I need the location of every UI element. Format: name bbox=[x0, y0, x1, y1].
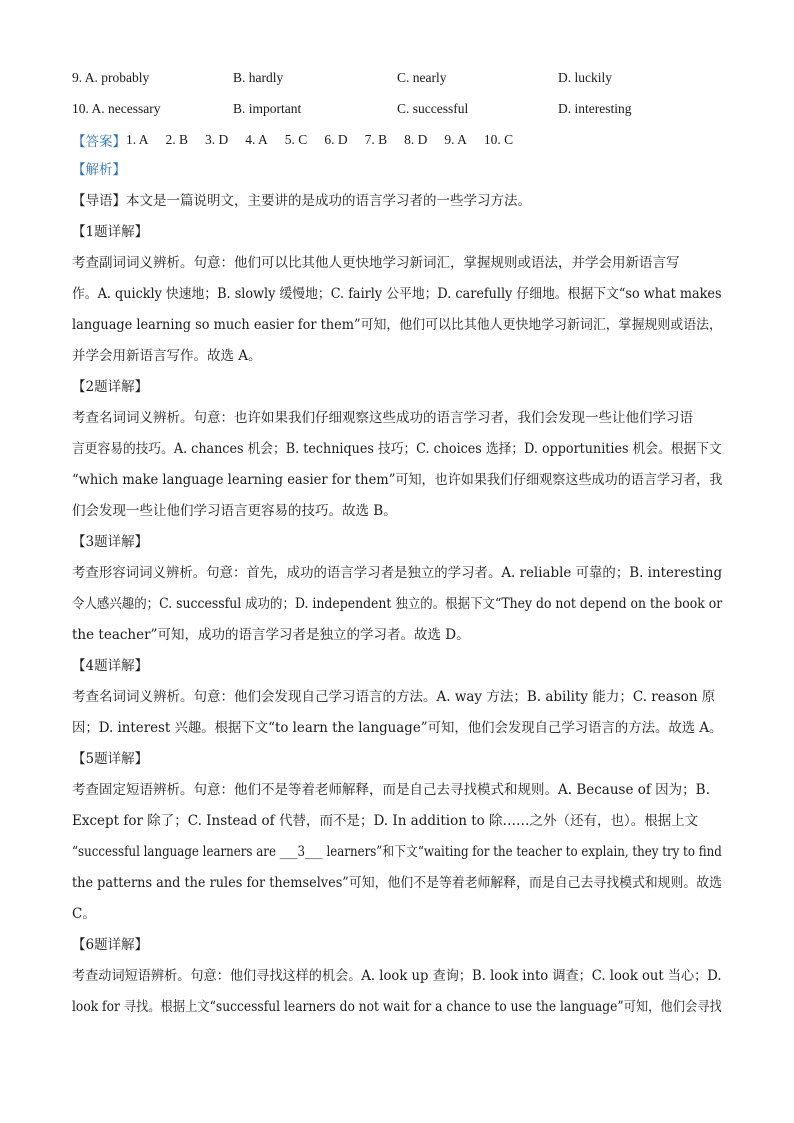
answer-label: 【答案】 bbox=[72, 133, 126, 149]
option-9c: C. nearly bbox=[397, 69, 447, 85]
detail-line: 作。A. quickly 快速地；B. slowly 缓慢地；C. fairly 公平地；D. carefully 仔细地。根据下文“so what makes bbox=[72, 286, 722, 302]
detail-line: “which make language learning easier for them”可知，也许如果我们仔细观察这些成功的语言学习者，我 bbox=[72, 472, 723, 488]
answer-item: 3. D bbox=[205, 131, 229, 147]
answer-item: 10. C bbox=[483, 131, 514, 147]
detail-line: the patterns and the rules for themselves”可知，他们不是等着老师解释，而是自己去寻找模式和规则。故选 bbox=[72, 875, 723, 891]
answer-item: 4. A bbox=[245, 131, 268, 147]
detail-line: 并学会用新语言写作。故选 A。 bbox=[72, 348, 262, 364]
detail-heading-5: 【5题详解】 bbox=[72, 751, 149, 767]
detail-line: 考查固定短语辨析。句意：他们不是等着老师解释，而是自己去寻找模式和规则。A. Because of 因为；B. bbox=[72, 782, 710, 798]
detail-line: 们会发现一些让他们学习语言更容易的技巧。故选 B。 bbox=[72, 503, 397, 519]
option-9b: B. hardly bbox=[233, 69, 284, 85]
detail-line: Except for 除了；C. Instead of 代替，而不是；D. In addition to 除……之外（还有，也）。根据上文 bbox=[72, 813, 699, 829]
option-10a: 10. A. necessary bbox=[72, 100, 161, 116]
detail-heading-4: 【4题详解】 bbox=[72, 658, 149, 674]
detail-line: 考查动词短语辨析。句意：他们寻找这样的机会。A. look up 查询；B. look into 调查；C. look out 当心；D. bbox=[72, 968, 722, 984]
option-10c: C. successful bbox=[397, 100, 469, 116]
document-page bbox=[72, 62, 722, 1023]
detail-line: 因；D. interest 兴趣。根据下文“to learn the language”可知，他们会发现自己学习语言的方法。故选 A。 bbox=[72, 720, 723, 736]
options-row-9 bbox=[72, 62, 722, 93]
answer-item: 7. B bbox=[364, 131, 388, 147]
detail-line: 考查名词词义辨析。句意：也许如果我们仔细观察这些成功的语言学习者，我们会发现一些让他们学习语 bbox=[72, 410, 693, 426]
detail-line: 考查副词词义辨析。句意：他们可以比其他人更快地学习新词汇，掌握规则或语法，并学会用新语言写 bbox=[72, 255, 680, 271]
detail-line: C。 bbox=[72, 906, 96, 922]
detail-heading-2: 【2题详解】 bbox=[72, 379, 149, 395]
analysis-label: 【解析】 bbox=[72, 162, 126, 178]
answer-item: 9. A bbox=[444, 131, 467, 147]
detail-line: the teacher”可知，成功的语言学习者是独立的学习者。故选 D。 bbox=[72, 627, 470, 643]
detail-line: 考查名词词义辨析。句意：他们会发现自己学习语言的方法。A. way 方法；B. ability 能力；C. reason 原 bbox=[72, 689, 716, 705]
detail-heading-3: 【3题详解】 bbox=[72, 534, 149, 550]
detail-line: “successful language learners are ___3___ learners”和下文“waiting for the teacher to explain, they try to find bbox=[72, 844, 722, 860]
detail-heading-6: 【6题详解】 bbox=[72, 937, 149, 953]
answer-item: 6. D bbox=[324, 131, 348, 147]
detail-heading-1: 【1题详解】 bbox=[72, 224, 149, 240]
detail-line: 考查形容词词义辨析。句意：首先，成功的语言学习者是独立的学习者。A. reliable 可靠的；B. interesting bbox=[72, 565, 723, 581]
detail-line: 言更容易的技巧。A. chances 机会；B. techniques 技巧；C. choices 选择；D. opportunities 机会。根据下文 bbox=[72, 441, 722, 457]
intro-text: 【导语】本文是一篇说明文，主要讲的是成功的语言学习者的一些学习方法。 bbox=[72, 193, 531, 209]
detail-line: language learning so much easier for them”可知，他们可以比其他人更快地学习新词汇，掌握规则或语法， bbox=[72, 317, 722, 333]
detail-line: look for 寻找。根据上文“successful learners do not wait for a chance to use the language”可知，他们会寻找 bbox=[72, 999, 722, 1015]
option-10d: D. interesting bbox=[558, 100, 632, 116]
answer-row bbox=[72, 124, 722, 155]
details-section bbox=[72, 217, 722, 1023]
option-9a: 9. A. probably bbox=[72, 69, 150, 85]
answer-item: 1. A bbox=[126, 131, 149, 147]
option-10b: B. important bbox=[233, 100, 302, 116]
detail-line: 令人感兴趣的；C. successful 成功的；D. independent 独立的。根据下文“They do not depend on the book or bbox=[72, 596, 723, 612]
options-row-10 bbox=[72, 93, 722, 124]
answer-item: 5. C bbox=[284, 131, 308, 147]
option-9d: D. luckily bbox=[558, 69, 612, 85]
answer-item: 2. B bbox=[165, 131, 189, 147]
answer-item: 8. D bbox=[404, 131, 428, 147]
